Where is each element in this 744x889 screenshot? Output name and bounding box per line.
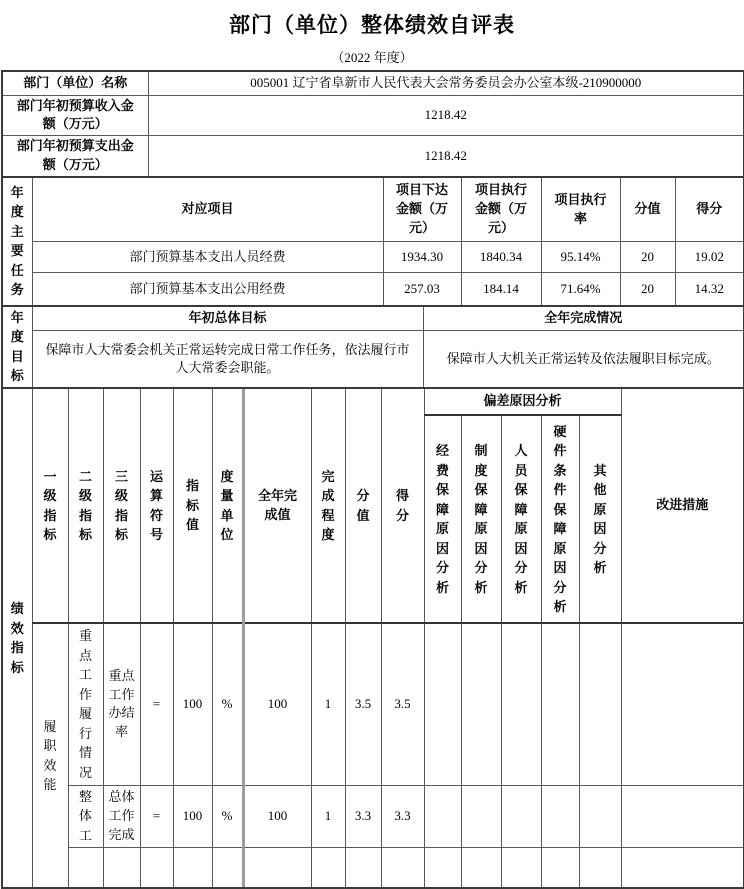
tasks-header-cell: 项目执行金额（万元） <box>461 178 541 242</box>
info-row <box>3 72 743 95</box>
perf-header-cell: 全年完成值 <box>243 389 311 623</box>
perf-row-clipped <box>3 847 743 887</box>
evaluation-table <box>1 70 744 889</box>
task-value-cell: 71.64% <box>541 273 620 305</box>
info-value-cell: 1218.42 <box>148 95 743 136</box>
annual-value-cell: 100 <box>243 785 311 847</box>
degree-cell: 1 <box>311 785 345 847</box>
page-title: 部门（单位）整体绩效自评表 <box>229 14 515 37</box>
completion-cell: 保障市人大机关正常运转及依法履职目标完成。 <box>423 331 743 387</box>
unit-cell: % <box>212 785 243 847</box>
level3-cell: 重点工作办结率 <box>103 623 140 785</box>
info-value-cell: 1218.42 <box>148 136 743 176</box>
deviation-header-cell: 其他原因分析 <box>579 415 621 623</box>
task-name-cell: 部门预算基本支出公用经费 <box>32 273 383 305</box>
target-value-cell: 100 <box>173 623 212 785</box>
task-value-cell: 20 <box>620 242 675 273</box>
task-value-cell: 1934.30 <box>383 242 461 273</box>
tasks-table <box>3 178 743 305</box>
improvement-cell <box>621 785 743 847</box>
score-cell: 3.3 <box>381 785 424 847</box>
score-value-cell: 3.5 <box>345 623 381 785</box>
perf-section-label: 绩效指标 <box>3 389 32 887</box>
empty-cell <box>461 847 501 887</box>
task-row <box>3 273 743 305</box>
info-value-cell: 005001 辽宁省阜新市人民代表大会常务委员会办公室本级-210900000 <box>148 72 743 95</box>
perf-header-cell: 完成程度 <box>311 389 345 623</box>
info-label-cell: 部门年初预算支出金额（万元） <box>3 136 148 176</box>
empty-cell <box>381 847 424 887</box>
tasks-header-cell: 项目执行率 <box>541 178 620 242</box>
empty-cell <box>424 847 461 887</box>
annual-value-cell: 100 <box>243 623 311 785</box>
perf-header-cell: 得分 <box>381 389 424 623</box>
task-value-cell: 257.03 <box>383 273 461 305</box>
task-value-cell: 20 <box>620 273 675 305</box>
deviation-cell <box>541 623 579 785</box>
deviation-cell <box>579 623 621 785</box>
empty-cell <box>140 847 173 887</box>
goal-header-cell: 年初总体目标 <box>32 307 423 331</box>
empty-cell <box>212 847 243 887</box>
empty-cell <box>311 847 345 887</box>
deviation-cell <box>541 785 579 847</box>
perf-header-cell: 一级指标 <box>32 389 68 623</box>
perf-header-cell: 二级指标 <box>68 389 103 623</box>
deviation-cell <box>579 785 621 847</box>
info-row <box>3 136 743 176</box>
improvement-cell <box>621 623 743 785</box>
degree-cell: 1 <box>311 623 345 785</box>
level1-cell: 履职效能 <box>32 623 68 887</box>
perf-row <box>3 785 743 847</box>
performance-table <box>3 389 743 887</box>
empty-cell <box>68 847 103 887</box>
task-name-cell: 部门预算基本支出人员经费 <box>32 242 383 273</box>
perf-group-header-row <box>3 389 743 415</box>
goals-table <box>3 307 743 387</box>
operator-cell: = <box>140 785 173 847</box>
deviation-cell <box>424 785 461 847</box>
unit-cell: % <box>212 623 243 785</box>
deviation-group-header: 偏差原因分析 <box>424 389 621 415</box>
deviation-cell <box>501 785 541 847</box>
tasks-header-row <box>3 178 743 242</box>
task-value-cell: 1840.34 <box>461 242 541 273</box>
empty-cell <box>103 847 140 887</box>
empty-cell <box>173 847 212 887</box>
tasks-header-cell: 分值 <box>620 178 675 242</box>
tasks-header-cell: 得分 <box>675 178 743 242</box>
deviation-cell <box>461 785 501 847</box>
task-value-cell: 184.14 <box>461 273 541 305</box>
empty-cell <box>621 847 743 887</box>
goals-section-label: 年度目标 <box>3 307 32 387</box>
perf-header-cell: 运算符号 <box>140 389 173 623</box>
deviation-cell <box>424 623 461 785</box>
level2-cell: 重点工作履行情况 <box>68 623 103 785</box>
perf-header-cell: 分值 <box>345 389 381 623</box>
perf-row <box>3 623 743 785</box>
info-label-cell: 部门（单位）名称 <box>3 72 148 95</box>
operator-cell: = <box>140 623 173 785</box>
target-value-cell: 100 <box>173 785 212 847</box>
perf-header-cell: 度量单位 <box>212 389 243 623</box>
info-table <box>3 72 743 176</box>
tasks-header-cell: 对应项目 <box>32 178 383 242</box>
empty-cell <box>345 847 381 887</box>
tasks-header-cell: 项目下达金额（万元） <box>383 178 461 242</box>
initial-goal-cell: 保障市人大常委会机关正常运转完成日常工作任务，依法履行市人大常委会职能。 <box>32 331 423 387</box>
score-cell: 3.5 <box>381 623 424 785</box>
info-row <box>3 95 743 136</box>
deviation-header-cell: 硬件条件保障原因分析 <box>541 415 579 623</box>
deviation-header-cell: 制度保障原因分析 <box>461 415 501 623</box>
empty-cell <box>501 847 541 887</box>
info-label-cell: 部门年初预算收入金额（万元） <box>3 95 148 136</box>
task-value-cell: 95.14% <box>541 242 620 273</box>
deviation-header-cell: 人员保障原因分析 <box>501 415 541 623</box>
perf-header-cell: 指标值 <box>173 389 212 623</box>
page-subtitle: （2022 年度） <box>331 50 413 65</box>
level3-cell: 总体工作完成 <box>103 785 140 847</box>
score-value-cell: 3.3 <box>345 785 381 847</box>
improvement-header: 改进措施 <box>621 389 743 623</box>
goal-header-cell: 全年完成情况 <box>423 307 743 331</box>
empty-cell <box>243 847 311 887</box>
empty-cell <box>541 847 579 887</box>
level2-cell: 整体工 <box>68 785 103 847</box>
goals-content-row <box>3 331 743 387</box>
perf-header-cell: 三级指标 <box>103 389 140 623</box>
task-row <box>3 242 743 273</box>
deviation-header-cell: 经费保障原因分析 <box>424 415 461 623</box>
goals-header-row <box>3 307 743 331</box>
deviation-cell <box>501 623 541 785</box>
task-value-cell: 19.02 <box>675 242 743 273</box>
task-value-cell: 14.32 <box>675 273 743 305</box>
tasks-section-label: 年度主要任务 <box>3 178 32 305</box>
deviation-cell <box>461 623 501 785</box>
empty-cell <box>579 847 621 887</box>
